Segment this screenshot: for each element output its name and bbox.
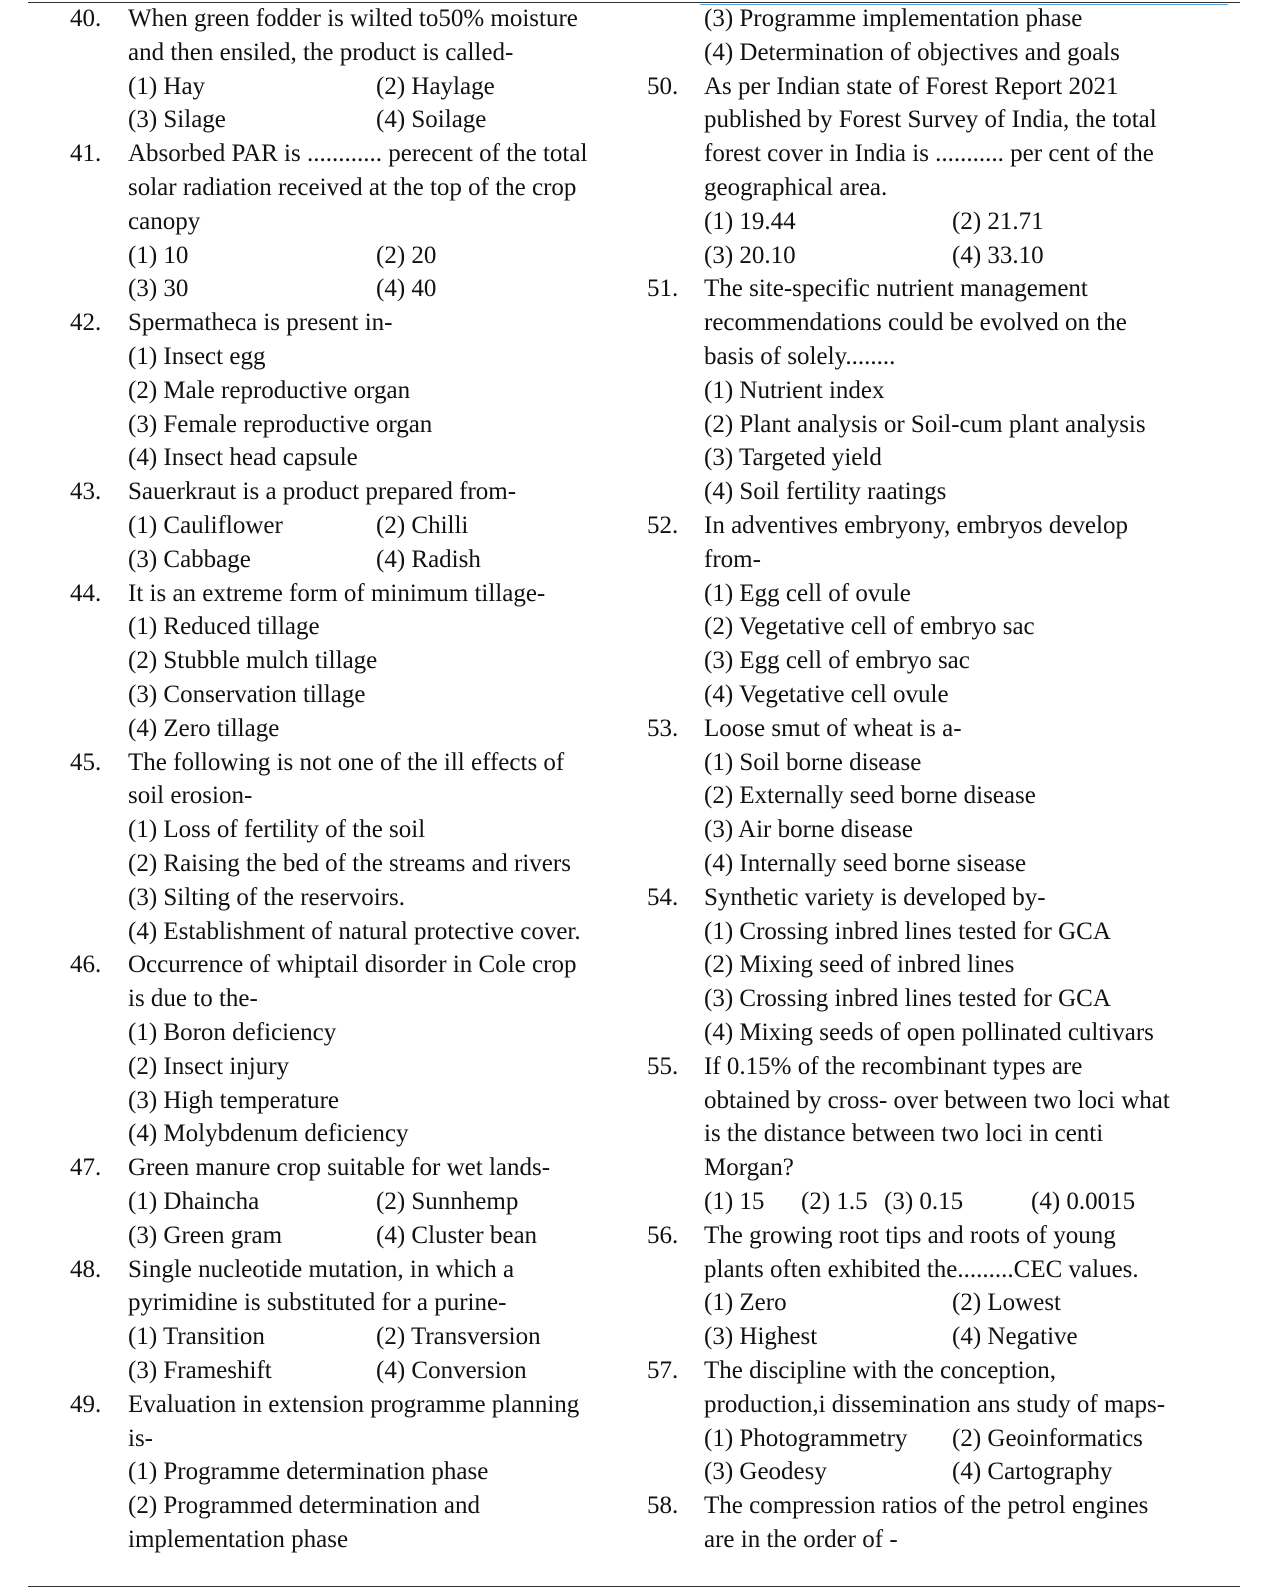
- question-text: Evaluation in extension programme planning: [128, 1390, 580, 1418]
- question-number: 41.: [70, 140, 102, 168]
- question-number: 52.: [647, 512, 679, 539]
- option: (2) 1.5: [801, 1188, 868, 1215]
- question-text: Absorbed PAR is ............ perecent of the total: [128, 140, 588, 168]
- question-line: (2) Plant analysis or Soil-cum plant analysis: [704, 410, 1146, 438]
- option: (3) 30: [128, 275, 189, 303]
- option: (4) Soilage: [376, 106, 487, 134]
- question-number: 42.: [70, 309, 102, 337]
- question-number: 51.: [647, 275, 679, 303]
- option: (2) Haylage: [376, 72, 495, 100]
- question-line: (4) Soil fertility raatings: [704, 478, 947, 506]
- question-text: Spermatheca is present in-: [128, 309, 393, 337]
- option: (1) 19.44: [704, 207, 796, 235]
- question-line: recommendations could be evolved on the: [704, 309, 1127, 337]
- question-line: is the distance between two loci in centi: [704, 1120, 1104, 1148]
- option: (3) Frameshift: [128, 1357, 272, 1384]
- question-text: The site-specific nutrient management: [704, 275, 1088, 303]
- question-line: (1) Programme determination phase: [128, 1458, 489, 1486]
- question-number: 46.: [70, 951, 102, 979]
- option: (4) 40: [376, 275, 437, 303]
- question-line: production,i dissemination ans study of maps-: [704, 1390, 1166, 1418]
- question-line: from-: [704, 545, 761, 573]
- question-text: In adventives embryony, embryos develop: [704, 512, 1128, 539]
- option: (4) Cluster bean: [376, 1221, 538, 1249]
- option: (1) Hay: [128, 72, 206, 100]
- question-number: 56.: [647, 1221, 679, 1249]
- question-line: (4) Zero tillage: [128, 714, 280, 742]
- question-line: (1) Insect egg: [128, 343, 266, 370]
- question-line: obtained by cross- over between two loci what: [704, 1086, 1170, 1114]
- question-text: If 0.15% of the recombinant types are: [704, 1052, 1083, 1080]
- question-line: (2) Male reproductive organ: [128, 376, 411, 404]
- question-line: (3) Female reproductive organ: [128, 410, 433, 438]
- option: (2) Lowest: [952, 1289, 1061, 1317]
- option: (2) 21.71: [952, 207, 1044, 235]
- question-line: soil erosion-: [128, 782, 253, 810]
- question-text: When green fodder is wilted to50% moisture: [128, 5, 578, 32]
- question-line: (3) Targeted yield: [704, 444, 882, 472]
- question-line: (1) Crossing inbred lines tested for GCA: [704, 917, 1111, 945]
- question-text: Sauerkraut is a product prepared from-: [128, 478, 517, 506]
- question-number: 44.: [70, 579, 102, 607]
- question-text: Loose smut of wheat is a-: [704, 714, 962, 742]
- question-line: (2) Mixing seed of inbred lines: [704, 951, 1015, 979]
- question-line: (1) Nutrient index: [704, 376, 885, 404]
- question-line: (2) Insect injury: [128, 1052, 290, 1080]
- question-text: Single nucleotide mutation, in which a: [128, 1255, 515, 1283]
- question-line: canopy: [128, 207, 201, 235]
- option: (4) 0.0015: [1031, 1188, 1136, 1215]
- question-line: (3) Air borne disease: [704, 816, 913, 844]
- question-number: 53.: [647, 714, 679, 742]
- question-line: (2) Raising the bed of the streams and rivers: [128, 850, 571, 877]
- option: (4) Cartography: [952, 1458, 1113, 1486]
- question-line: are in the order of -: [704, 1526, 898, 1553]
- question-line: plants often exhibited the.........CEC values.: [704, 1255, 1139, 1283]
- question-line: (3) Crossing inbred lines tested for GCA: [704, 985, 1111, 1013]
- question-number: 45.: [70, 748, 102, 776]
- question-number: 55.: [647, 1052, 679, 1080]
- question-text: The compression ratios of the petrol engines: [704, 1492, 1149, 1520]
- question-number: 40.: [70, 5, 102, 32]
- option: (1) 15: [704, 1188, 765, 1215]
- question-line: basis of solely........: [704, 343, 896, 370]
- question-line: pyrimidine is substituted for a purine-: [128, 1289, 507, 1317]
- question-line: (1) Reduced tillage: [128, 613, 320, 641]
- question-text: As per Indian state of Forest Report 2021: [704, 72, 1119, 100]
- question-line: (2) Vegetative cell of embryo sac: [704, 613, 1035, 641]
- question-text: Synthetic variety is developed by-: [704, 883, 1046, 911]
- question-line: (3) High temperature: [128, 1086, 340, 1114]
- option: (4) Negative: [952, 1323, 1078, 1351]
- question-line: solar radiation received at the top of the crop: [128, 174, 577, 201]
- option: (2) Transversion: [376, 1323, 541, 1351]
- option: (2) 20: [376, 241, 437, 269]
- question-text: The growing root tips and roots of young: [704, 1221, 1116, 1249]
- question-number: 57.: [647, 1357, 679, 1384]
- bottom-rule: [28, 1586, 1240, 1587]
- question-number: 54.: [647, 883, 679, 911]
- question-line: (2) Stubble mulch tillage: [128, 647, 378, 675]
- question-line: (3) Conservation tillage: [128, 681, 366, 708]
- option: (4) 33.10: [952, 241, 1044, 269]
- question-line: (4) Vegetative cell ovule: [704, 681, 949, 708]
- option: (3) Programme implementation phase: [704, 5, 1083, 32]
- question-text: Occurrence of whiptail disorder in Cole crop: [128, 951, 577, 979]
- question-text: It is an extreme form of minimum tillage-: [128, 579, 546, 607]
- question-number: 58.: [647, 1492, 679, 1520]
- question-text: The following is not one of the ill effects of: [128, 748, 565, 776]
- question-text: Green manure crop suitable for wet lands-: [128, 1154, 551, 1182]
- question-line: (4) Molybdenum deficiency: [128, 1120, 409, 1148]
- option: (4) Determination of objectives and goals: [704, 38, 1120, 66]
- question-line: published by Forest Survey of India, the total: [704, 106, 1157, 134]
- question-line: (4) Internally seed borne sisease: [704, 850, 1027, 877]
- question-line: Morgan?: [704, 1154, 794, 1182]
- option: (3) 0.15: [884, 1188, 964, 1215]
- question-line: (2) Externally seed borne disease: [704, 782, 1036, 810]
- option: (3) Silage: [128, 106, 226, 134]
- question-line: is due to the-: [128, 985, 258, 1013]
- option: (4) Radish: [376, 545, 481, 573]
- option: (3) Geodesy: [704, 1458, 827, 1486]
- question-line: (1) Boron deficiency: [128, 1019, 337, 1046]
- question-line: (4) Insect head capsule: [128, 444, 358, 472]
- option: (2) Sunnhemp: [376, 1188, 519, 1215]
- option: (1) Zero: [704, 1289, 787, 1317]
- question-number: 49.: [70, 1390, 102, 1418]
- option: (1) Dhaincha: [128, 1188, 260, 1215]
- question-line: and then ensiled, the product is called-: [128, 38, 514, 66]
- option: (2) Chilli: [376, 512, 469, 539]
- option: (3) 20.10: [704, 241, 796, 269]
- question-number: 47.: [70, 1154, 102, 1182]
- question-line: (2) Programmed determination and: [128, 1492, 480, 1520]
- option: (3) Cabbage: [128, 545, 251, 573]
- option: (1) Photogrammetry: [704, 1424, 908, 1452]
- question-number: 50.: [647, 72, 679, 100]
- option: (1) 10: [128, 241, 189, 269]
- question-line: forest cover in India is ........... per cent of the: [704, 140, 1154, 168]
- option: (1) Transition: [128, 1323, 265, 1351]
- question-line: (4) Mixing seeds of open pollinated cultivars: [704, 1019, 1154, 1046]
- question-line: (3) Silting of the reservoirs.: [128, 883, 406, 911]
- option: (3) Highest: [704, 1323, 818, 1351]
- question-line: (1) Soil borne disease: [704, 748, 922, 776]
- question-line: geographical area.: [704, 174, 888, 201]
- question-number: 48.: [70, 1255, 102, 1283]
- question-line: (1) Loss of fertility of the soil: [128, 816, 426, 844]
- option: (2) Geoinformatics: [952, 1424, 1143, 1452]
- option: (1) Cauliflower: [128, 512, 283, 539]
- question-number: 43.: [70, 478, 102, 506]
- question-line: implementation phase: [128, 1526, 349, 1553]
- option: (3) Green gram: [128, 1221, 283, 1249]
- question-line: (1) Egg cell of ovule: [704, 579, 911, 607]
- option: (4) Conversion: [376, 1357, 527, 1384]
- question-line: (4) Establishment of natural protective cover.: [128, 917, 581, 945]
- question-line: is-: [128, 1424, 153, 1452]
- question-text: The discipline with the conception,: [704, 1357, 1056, 1384]
- question-line: (3) Egg cell of embryo sac: [704, 647, 970, 675]
